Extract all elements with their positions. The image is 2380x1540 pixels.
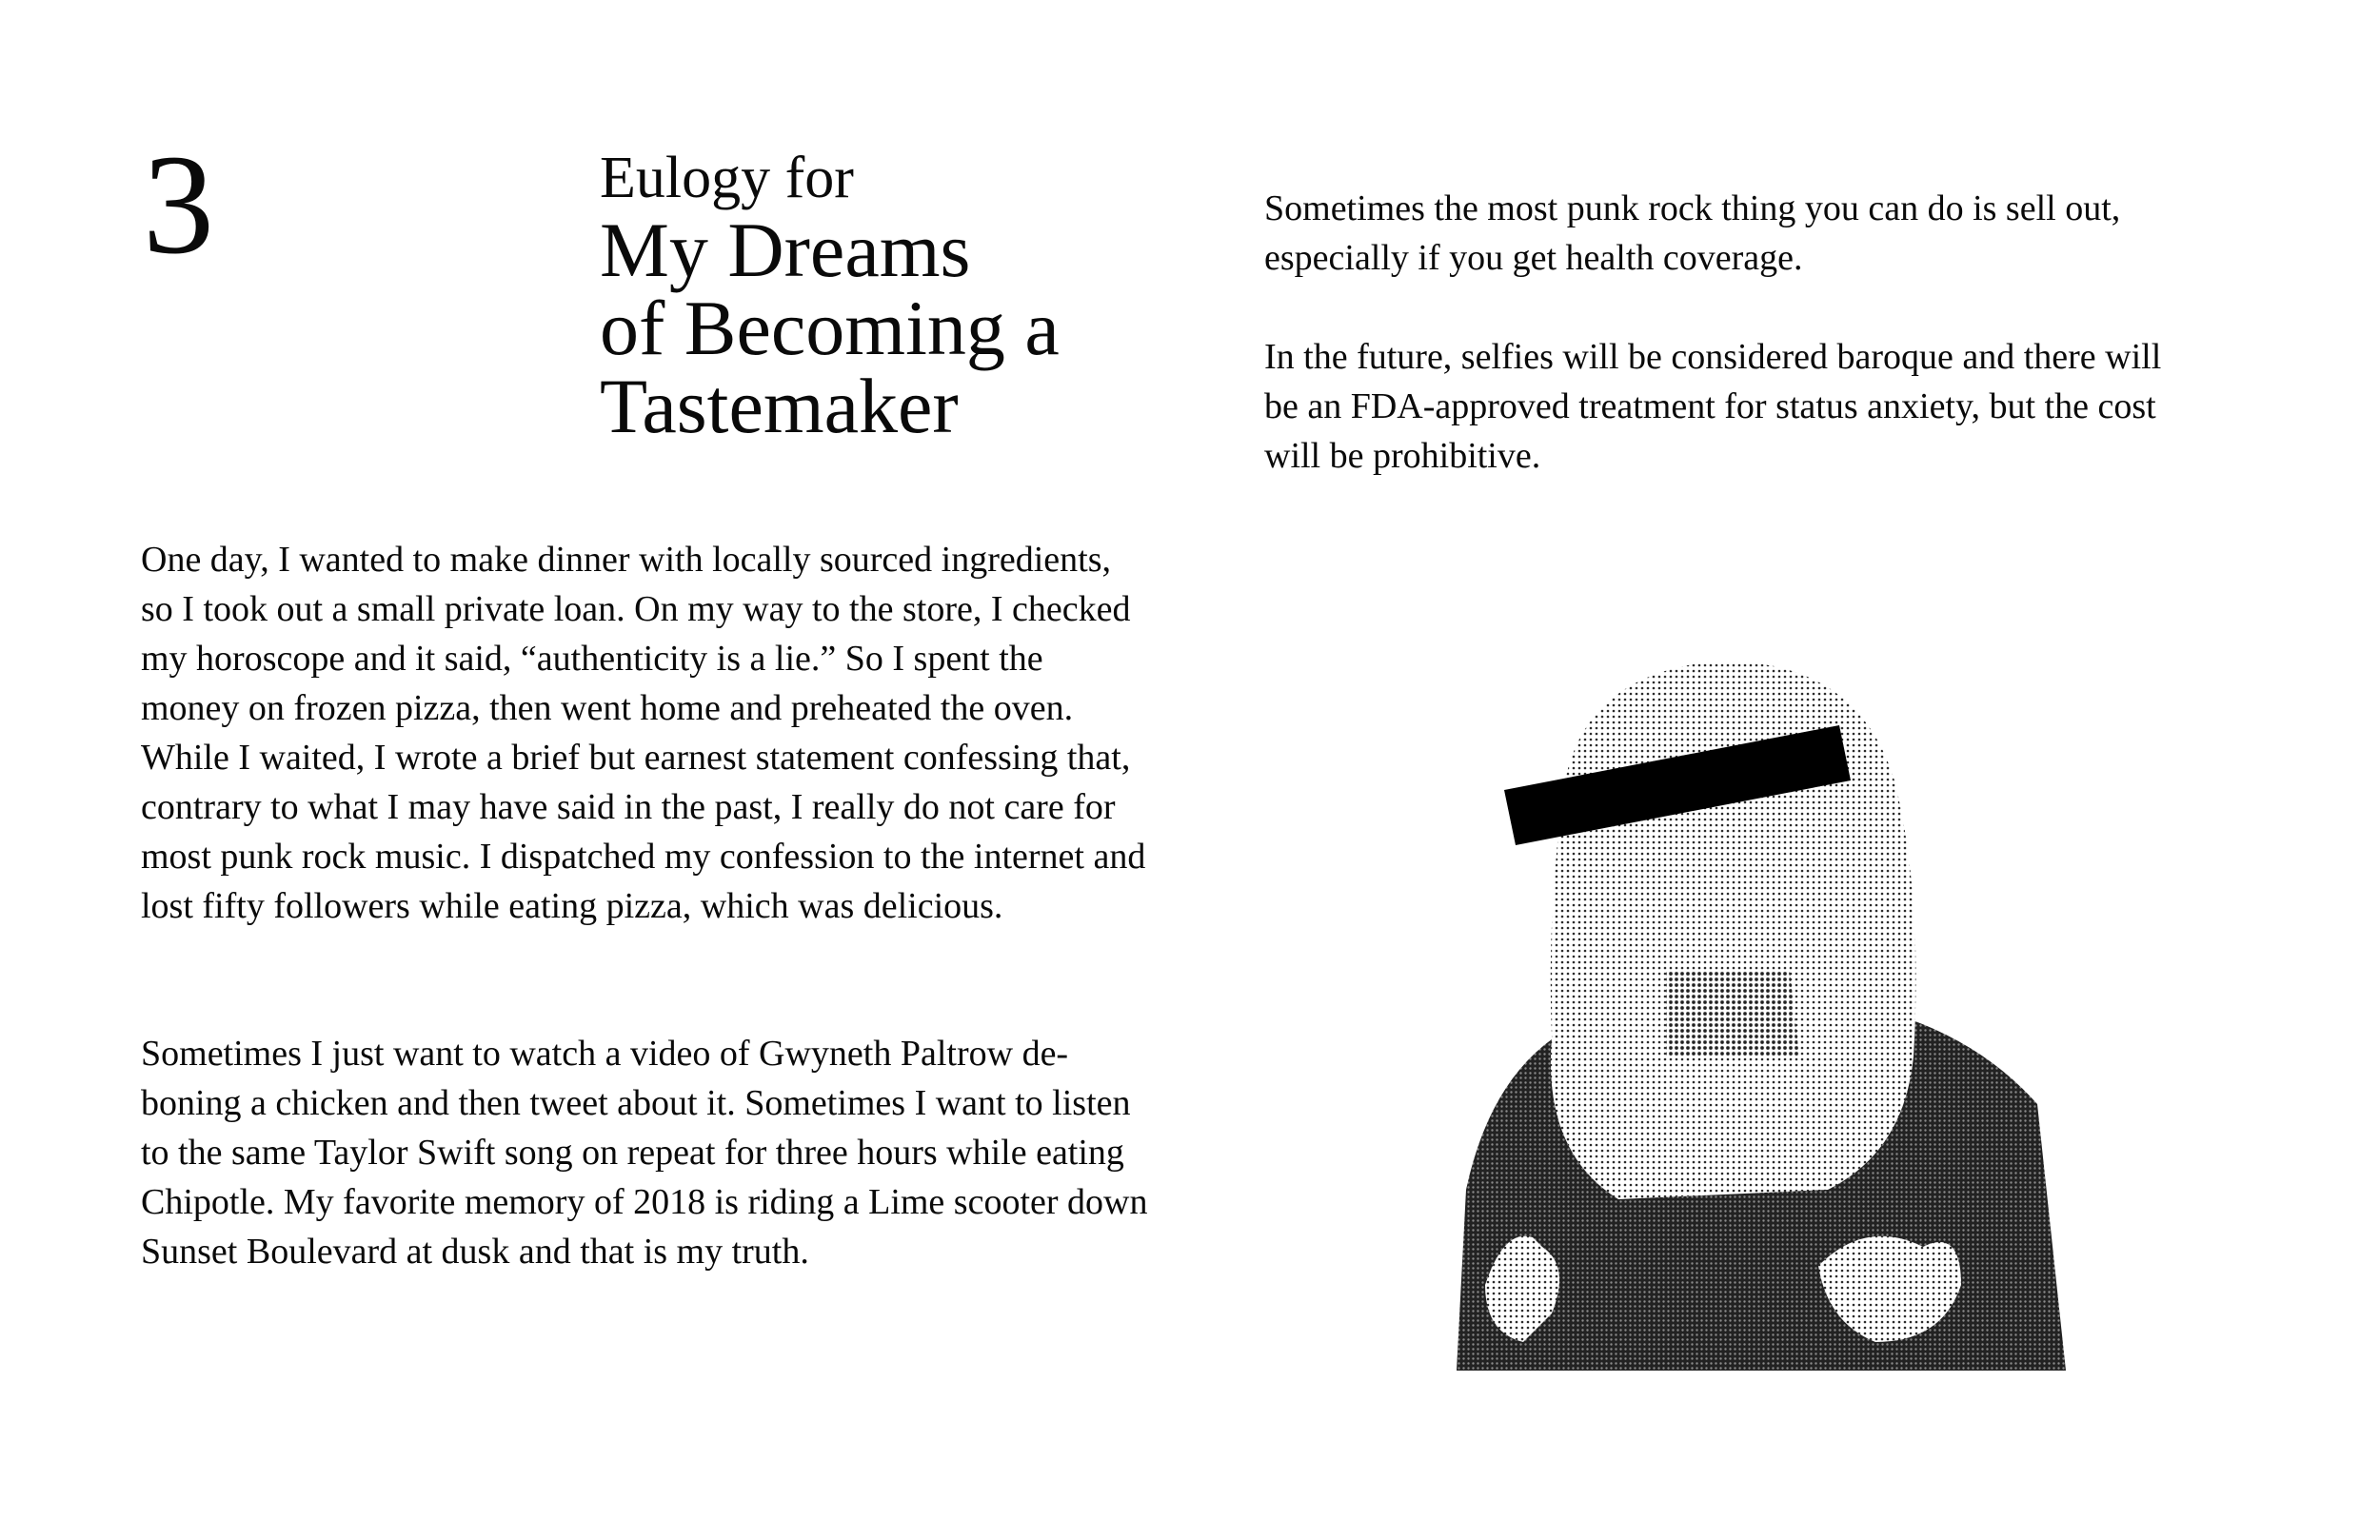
right-paragraph-1: Sometimes the most punk rock thing you can do is sell out, especially if you get health coverage. (1264, 188, 2121, 278)
chapter-title-large: My Dreams of Becoming a Tastemaker (600, 207, 1060, 450)
chapter-number: 3 (143, 126, 214, 284)
right-paragraph-2: In the future, selfies will be considered baroque and there will be an FDA-approved treatment for status anxiety, but the cost will be prohibitive. (1264, 337, 2162, 476)
left-paragraph-2: Sometimes I just want to watch a video of Gwyneth Paltrow de-boning a chicken and then tweet about it. Sometimes I want to listen to the same Taylor Swift song on repeat for three hours while eating Chipotle. My favorite memory of 2018 is riding a Lime scooter down Sunset Boulevard at dusk and that is my truth. (141, 1034, 1148, 1272)
portrait-neck (1666, 971, 1799, 1056)
chapter-title-small: Eulogy for (600, 146, 854, 210)
halftone-portrait-image (1428, 657, 2094, 1371)
chapter-title (600, 146, 1060, 450)
left-paragraph-1: One day, I wanted to make dinner with locally sourced ingredients, so I took out a small private loan. On my way to the store, I checked my horoscope and it said, “authenticity is a lie.” So I spent the money on frozen pizza, then went home and preheated the oven. While I waited, I wrote a brief but earnest statement confessing that, contrary to what I may have said in the past, I really do not care for most punk rock music. I dispatched my confession to the internet and lost fifty followers while eating pizza, which was delicious. (141, 540, 1146, 926)
